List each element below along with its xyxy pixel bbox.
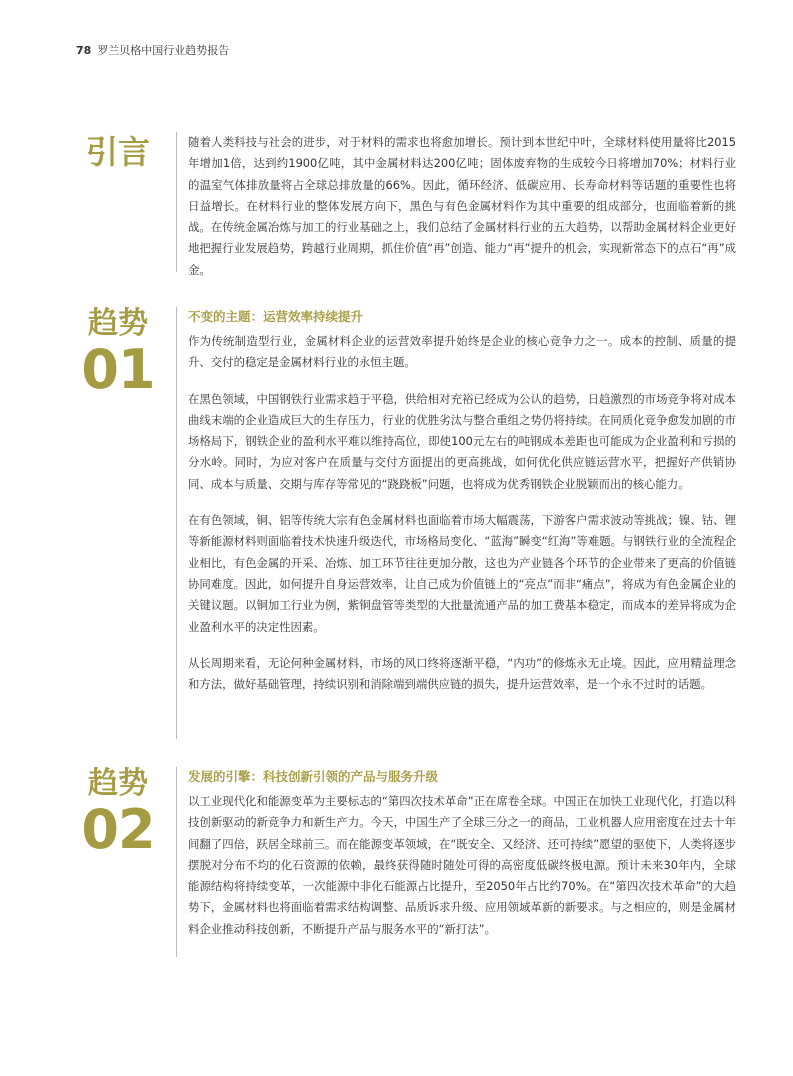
- trend-01-body: [188, 307, 736, 695]
- trend-01-paragraph-1: 作为传统制造型行业，金属材料企业的运营效率提升始终是企业的核心竞争力之一。成本的控制、质量的提升、交付的稳定是金属材料行业的永恒主题。: [188, 334, 736, 370]
- trend-02-paragraph-1: 以工业现代化和能源变革为主要标志的“第四次技术革命”正在席卷全球。中国正在加快工业现代化，打造以科技创新驱动的新竞争力和新生产力。今天，中国生产了全球三分之一的商品，工业机器人应用密度在过去十年间翻了四倍，跃居全球前三。而在能源变革领域，在“既安全、又经济、还可持续”愿望的驱使下，人类将逐步摆脱对分布不均的化石资源的依赖，最终获得随时随处可得的高密度低碳终极电源。预计未来30年内，全球能源结构将持续变革，一次能源中非化石能源占比提升，至2050年占比约70%。在“第四次技术革命”的大趋势下，金属材料也将面临着需求结构调整、品质诉求升级、应用领域革新的新要求。与之相应的，则是金属材料企业推动科技创新，不断提升产品与服务水平的“新打法”。: [188, 794, 736, 936]
- trend-01-paragraph-4: 从长周期来看，无论何种金属材料，市场的风口终将逐渐平稳，“内功”的修炼永无止境。因此，应用精益理念和方法，做好基础管理，持续识别和消除端到端供应链的损失，提升运营效率，是一个永不过时的话题。: [188, 655, 736, 692]
- trend-02-body: [188, 767, 736, 940]
- trend-01-paragraph-2: 在黑色领域，中国钢铁行业需求趋于平稳，供给相对充裕已经成为公认的趋势，日趋激烈的市场竞争将对成本曲线末端的企业造成巨大的生存压力，行业的优胜劣汰与整合重组之势仍将持续。在同质化竞争愈发加剧的市场格局下，钢铁企业的盈利水平难以维持高位，即使100元左右的吨钢成本差距也可能成为企业盈利和亏损的分水岭。同时，为应对客户在质量与交付方面提出的更高挑战，如何优化供应链运营水平，把握好产供销协同、成本与质量、交期与库存等常见的“跷跷板”问题，也将成为优秀钢铁企业脱颖而出的核心能力。: [188, 391, 736, 491]
- trend-01-section: [76, 307, 736, 739]
- intro-body: [188, 132, 736, 281]
- trend-01-label-small: 趋势: [88, 306, 148, 341]
- trend-02-label-small: 趋势: [88, 766, 148, 801]
- trend-01-heading: 不变的主题：运营效率持续提升: [188, 309, 364, 324]
- trend-02-divider: [176, 767, 177, 957]
- trend-02-label: [76, 767, 160, 859]
- page-header: [76, 42, 229, 58]
- trend-02-section: [76, 767, 736, 957]
- intro-divider: [176, 132, 177, 272]
- intro-paragraph: 随着人类科技与社会的进步，对于材料的需求也将愈加增长。预计到本世纪中叶，全球材料使用量将比2015年增加1倍，达到约1900亿吨，其中金属材料达200亿吨；固体废弃物的生成较今日将增加70%；材料行业的温室气体排放量将占全球总排放量的66%。因此，循环经济、低碳应用、长寿命材料等话题的重要性也将日益增长。在材料行业的整体发展方向下，黑色与有色金属材料作为其中重要的组成部分，也面临着新的挑战。在传统金属冶炼与加工的行业基础之上，我们总结了金属材料行业的五大趋势，以帮助金属材料企业更好地把握行业发展趋势，跨越行业周期，抓住价值“再”创造、能力“再”提升的机会，实现新常态下的点石“再”成金。: [188, 135, 736, 277]
- intro-label-text: 引言: [85, 133, 150, 171]
- trend-01-label: [76, 307, 160, 399]
- trend-02-heading: 发展的引擎：科技创新引领的产品与服务升级: [188, 769, 439, 784]
- report-title: 罗兰贝格中国行业趋势报告: [97, 44, 230, 57]
- trend-01-paragraph-3: 在有色领域，铜、铝等传统大宗有色金属材料也面临着市场大幅震荡，下游客户需求波动等挑战；镍、钴、锂等新能源材料则面临着技术快速升级迭代，市场格局变化、“蓝海”瞬变“红海”等难题。与钢铁行业的全流程企业相比，有色金属的开采、冶炼、加工环节往往更加分散，这也为产业链各个环节的企业带来了更高的价值链协同难度。因此，如何提升自身运营效率，让自己成为价值链上的“亮点”而非“痛点”，将成为有色金属企业的关键议题。以铜加工行业为例，紫铜盘管等类型的大批量流通产品的加工费基本稳定，而成本的差异将成为企业盈利水平的决定性因素。: [188, 513, 736, 634]
- trend-01-label-number: 01: [81, 338, 155, 401]
- page-number: 78: [76, 44, 92, 57]
- intro-label: [76, 134, 160, 170]
- intro-section: [76, 132, 736, 277]
- trend-01-divider: [176, 307, 177, 739]
- trend-02-label-number: 02: [81, 798, 155, 861]
